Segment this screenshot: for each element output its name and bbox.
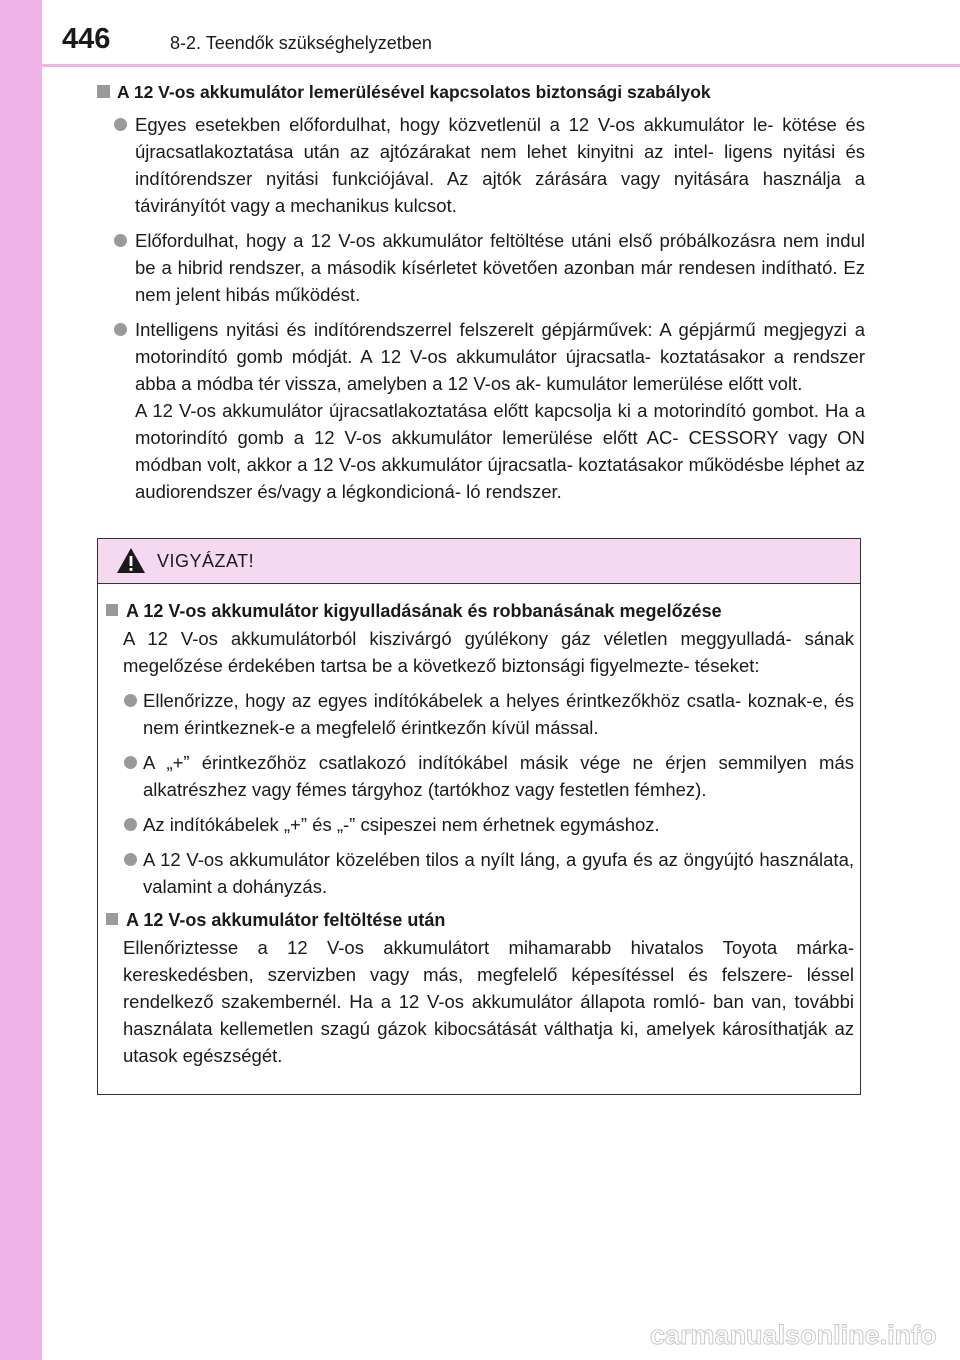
circle-bullet-icon [114,323,127,336]
warning-paragraph: Ellenőriztesse a 12 V-os akkumulátort mihamarabb hivatalos Toyota márka- kereskedésben, szervizben vagy más, megfelelő képesítéssel és felszere- léssel rendelkező szakembernél. Ha a 12 V-os akkumulátor állapota romló- ban van, további használata kellemetlen szagú gázok kibocsátását válthatja ki, amelyek károsíthatják az utasok egészségét. [123,937,854,1066]
warning-title: VIGYÁZAT! [157,551,255,571]
chapter-title: 8-2. Teendők szükséghelyzetben [170,33,432,53]
watermark [648,1312,948,1352]
warning-paragraph: A 12 V-os akkumulátorból kiszivárgó gyúlékony gáz véletlen meggyulladá- sának megelőzése érdekében tartsa be a következő biztonsági figyelmezte- téseket: [123,628,854,676]
warning-list-item: Az indítókábelek „+” és „-” csipeszei nem érhetnek egymáshoz. [106,811,854,838]
warning-list-item: Ellenőrizze, hogy az egyes indítókábelek a helyes érintkezőkhöz csatla- koznak-e, és nem érintkeznek-e a megfelelő érintkezőn kívül mással. [106,687,854,741]
list-item: Egyes esetekben előfordulhat, hogy közvetlenül a 12 V-os akkumulátor le- kötése és újracsatlakoztatása után az ajtózárakat nem lehet kinyitni az intel- ligens nyitási és indítórendszer nyitási funkciójával. Az ajtók zárására vagy nyitására használja a távirányítót vagy a mechanikus kulcsot. [97,111,865,219]
warning-header [98,539,860,584]
list-item-continuation: A 12 V-os akkumulátor újracsatlakoztatása előtt kapcsolja ki a motorindító gombot. Ha a motorindító gomb a 12 V-os akkumulátor lemerülése előtt AC- CESSORY vagy ON módban volt, akkor a 12 V-os akkumulátor újracsatla- koztatásakor működésbe léphet az audiorendszer és/vagy a légkondicioná- ló rendszer. [135,400,865,502]
list-item: Előfordulhat, hogy a 12 V-os akkumulátor feltöltése utáni első próbálkozásra nem indul be a hibrid rendszer, a második kísérletet követően azonban már rendesen indítható. Ez nem jelent hibás működést. [97,227,865,308]
battery-safety-section [97,80,865,505]
warning-section-heading: A 12 V-os akkumulátor feltöltése után [106,908,854,932]
header-divider [42,64,960,67]
section-heading: A 12 V-os akkumulátor lemerülésével kapcsolatos biztonsági szabályok [97,80,865,104]
warning-list-item: A „+” érintkezőhöz csatlakozó indítókábel másik vége ne érjen semmilyen más alkatrészhez vagy fémes tárgyhoz (tartókhoz vagy festetlen fémhez). [106,749,854,803]
warning-list-item: A 12 V-os akkumulátor közelében tilos a nyílt láng, a gyufa és az öngyújtó használata, valamint a dohányzás. [106,846,854,900]
warning-body [106,599,854,1069]
watermark-text: carmanualsonline.info [650,1320,937,1350]
warning-box [97,538,861,1095]
warning-section-heading: A 12 V-os akkumulátor kigyulladásának és robbanásának megelőzése [106,599,854,623]
square-bullet-icon [97,85,110,98]
circle-bullet-icon [124,694,137,707]
circle-bullet-icon [114,118,127,131]
circle-bullet-icon [114,234,127,247]
list-item: Intelligens nyitási és indítórendszerrel felszerelt gépjárművek: A gépjármű megjegyzi a motorindító gomb módját. A 12 V-os akkumulátor újracsatla- koztatásakor a rendszer abba a módba tér vissza, amelyben a 12 V-os ak- kumulátor lemerülése előtt volt. A 12 V-os akkumulátor újracsatlakoztatása előtt kapcsolja ki a motorindító gombot. Ha a motorindító gomb a 12 V-os akkumulátor lemerülése előtt AC- CESSORY vagy ON módban volt, akkor a 12 V-os akkumulátor újracsatla- koztatásakor működésbe léphet az audiorendszer és/vagy a légkondicioná- ló rendszer. [97,316,865,505]
page-number: 446 [62,23,111,55]
chapter-side-tab [0,0,42,1360]
square-bullet-icon [106,604,118,616]
circle-bullet-icon [124,756,137,769]
square-bullet-icon [106,913,118,925]
circle-bullet-icon [124,853,137,866]
warning-triangle-icon [116,547,146,574]
circle-bullet-icon [124,818,137,831]
